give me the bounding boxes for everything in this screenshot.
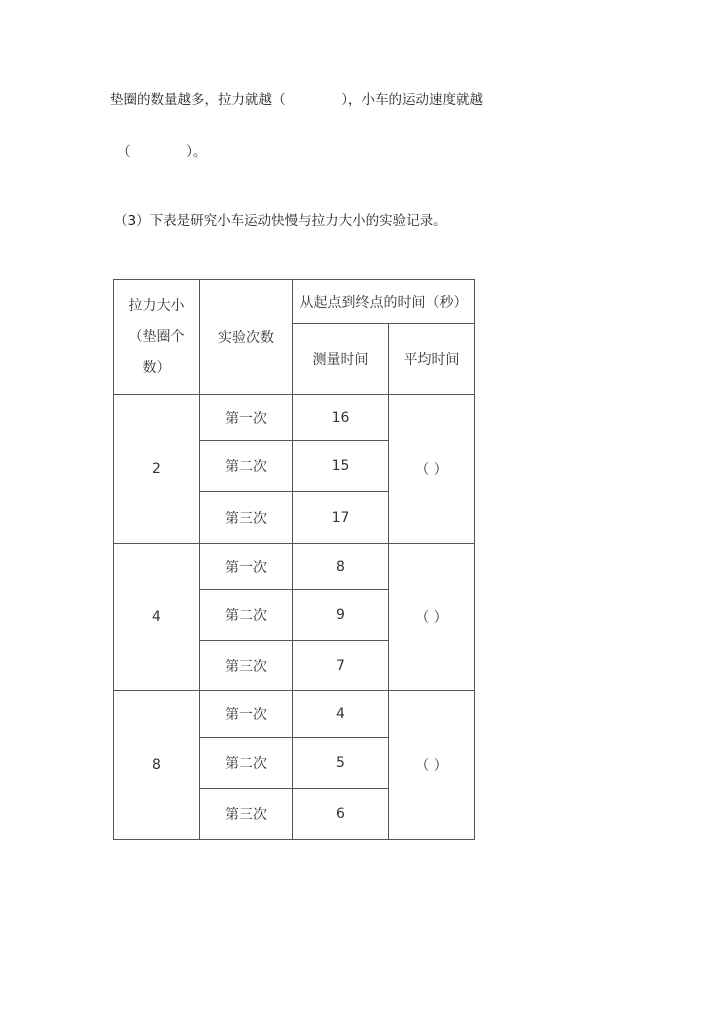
trial-cell: 第三次: [200, 789, 293, 840]
trial-cell: 第一次: [200, 691, 293, 738]
header-force-line-3: 数）: [142, 359, 171, 376]
force-cell: 4: [114, 544, 200, 691]
trial-cell: 第一次: [200, 395, 293, 441]
trial-cell: 第一次: [200, 544, 293, 590]
time-cell: 5: [293, 738, 389, 789]
force-cell: 2: [114, 395, 200, 544]
header-force-line-2: （垫圈个: [128, 328, 185, 345]
time-cell: 17: [293, 492, 389, 544]
header-average-cell: 平均时间: [389, 324, 475, 395]
trial-cell: 第二次: [200, 590, 293, 641]
time-cell: 6: [293, 789, 389, 840]
time-cell: 4: [293, 691, 389, 738]
time-cell: 9: [293, 590, 389, 641]
time-cell: 8: [293, 544, 389, 590]
header-force-line-1: 拉力大小: [128, 297, 185, 314]
average-blank-cell: （ ）: [389, 544, 475, 691]
time-cell: 15: [293, 441, 389, 492]
trial-cell: 第三次: [200, 492, 293, 544]
trial-cell: 第二次: [200, 738, 293, 789]
time-cell: 16: [293, 395, 389, 441]
header-trial-cell: 实验次数: [200, 280, 293, 395]
header-measured-cell: 测量时间: [293, 324, 389, 395]
trial-cell: 第三次: [200, 641, 293, 691]
force-cell: 8: [114, 691, 200, 840]
average-blank-cell: （ ）: [389, 395, 475, 544]
header-time-group-cell: 从起点到终点的时间（秒）: [293, 280, 475, 324]
trial-cell: 第二次: [200, 441, 293, 492]
question-text-line-1: 垫圈的数量越多，拉力就越（ ），小车的运动速度就越: [110, 92, 484, 108]
question-text-line-3: （3）下表是研究小车运动快慢与拉力大小的实验记录。: [114, 213, 447, 229]
question-text-line-2: （ ）。: [117, 144, 207, 160]
experiment-record-table: [113, 279, 475, 840]
header-force-cell: [114, 280, 200, 395]
average-blank-cell: （ ）: [389, 691, 475, 840]
time-cell: 7: [293, 641, 389, 691]
